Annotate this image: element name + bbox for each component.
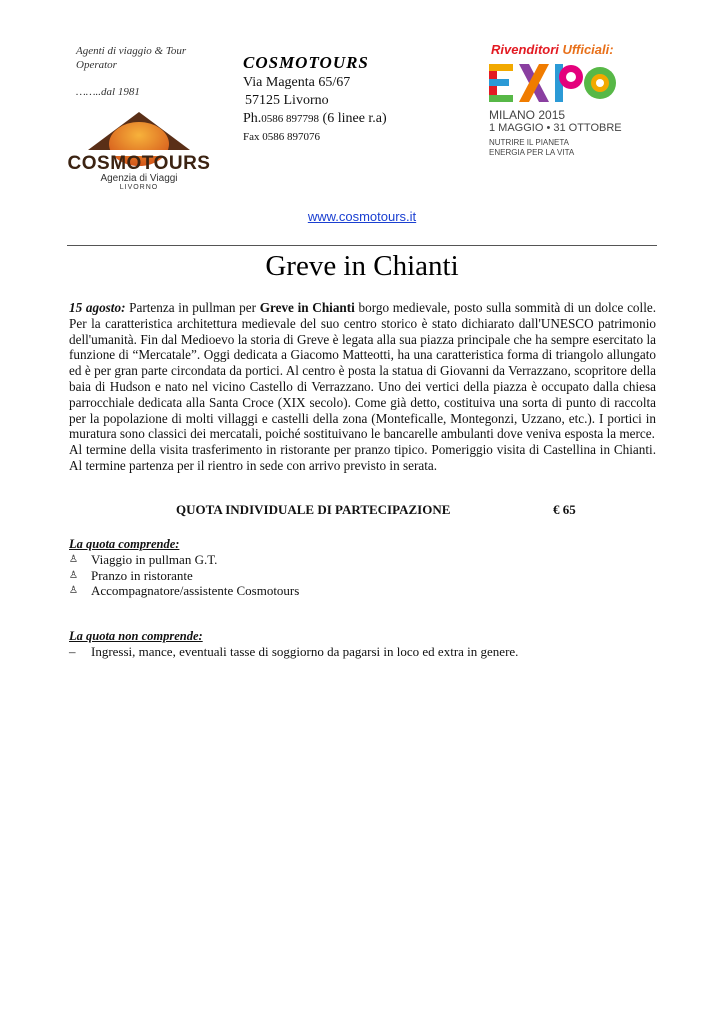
phone-line bbox=[243, 110, 387, 128]
expo-ribbon-a: Rivenditori bbox=[491, 42, 559, 57]
list-item: – Ingressi, mance, eventuali tasse di soggiorno da pagarsi in loco ed extra in genere. bbox=[69, 644, 519, 659]
address-street: Via Magenta 65/67 bbox=[243, 75, 351, 90]
list-item: ♙ Accompagnatore/assistente Cosmotours bbox=[69, 583, 300, 598]
itinerary-paragraph-1 bbox=[69, 300, 656, 442]
pawn-bullet-icon: ♙ bbox=[69, 554, 78, 565]
excludes-section bbox=[69, 629, 649, 660]
destination-name: Greve in Chianti bbox=[259, 300, 355, 315]
quota-label: QUOTA INDIVIDUALE DI PARTECIPAZIONE bbox=[176, 502, 451, 517]
header-divider bbox=[67, 245, 657, 246]
phone-suffix: (6 linee r.a) bbox=[319, 111, 387, 126]
expo-slogan-1: NUTRIRE IL PIANETA bbox=[489, 138, 570, 147]
itinerary-paragraph-2: Al termine della visita trasferimento in ristorante per pranzo tipico. Pomeriggio visita di Castellina in Chianti. Al termine partenza per il rientro in sede con arrivo previsto in serata. bbox=[69, 442, 656, 473]
itinerary-description: borgo medievale, posto sulla sommità di un dolce colle. Per la caratteristica architettura medievale del suo centro storico è stato dichiarato dall'UNESCO patrimonio dell'umanità. Fin dal Medioevo la storia di Greve è legata alla sua piazza principale che ha sempre esercitato la funzione di “Mercatale”. Oggi dedicata a Giacomo Matteotti, ha una caratteristica forma di triangolo allungato ed è per gran parte circondata da portici. Al centro è posta la statua di Giovanni da Verrazzano, scopritore della baia di Hudson e nato nel vicino Castello di Verrazzano. Uno dei vertici della piazza è occupato dalla chiesa parrocchiale dedicata alla Santa Croce (XIX secolo). Come già detto, costituiva una sorta di punto di raccolta per la popolazione di molti villaggi e castelli della zona (Monteficalle, Montegonzi, Uzzano, etc.). I portici in muratura sono classici dei mercatali, poiché sostituivano le bancarelle ambulanti dove veniva esposta la merce. bbox=[69, 300, 657, 442]
excludes-heading: La quota non comprende: bbox=[69, 629, 203, 643]
logo-city: LIVORNO bbox=[119, 184, 159, 191]
logo-subtitle: Agenzia di Viaggi bbox=[100, 173, 178, 184]
pawn-bullet-icon: ♙ bbox=[69, 585, 78, 596]
itinerary-date: 15 agosto: bbox=[69, 300, 126, 315]
expo-logo-icon bbox=[487, 62, 617, 104]
list-item: ♙ Viaggio in pullman G.T. bbox=[69, 552, 218, 567]
dash-bullet-icon: – bbox=[69, 644, 76, 659]
itinerary-text bbox=[69, 300, 656, 474]
itinerary-intro: Partenza in pullman per bbox=[125, 300, 260, 315]
list-item: ♙ Pranzo in ristorante bbox=[69, 567, 193, 583]
agency-tagline: Agenti di viaggio & Tour Operator bbox=[76, 45, 187, 71]
includes-list bbox=[69, 552, 649, 599]
expo-slogan-2: ENERGIA PER LA VITA bbox=[489, 148, 575, 157]
founded-since: ……..dal 1981 bbox=[76, 86, 140, 98]
address-city: 57125 Livorno bbox=[245, 93, 329, 108]
address-block bbox=[243, 74, 387, 146]
page-title: Greve in Chianti bbox=[265, 250, 459, 282]
expo-city-year: MILANO 2015 bbox=[489, 108, 566, 122]
logo-wordmark: COSMOTOURS bbox=[67, 153, 211, 174]
phone-number: 0586 897798 bbox=[261, 113, 320, 125]
website-link[interactable]: www.cosmotours.it bbox=[307, 209, 417, 224]
excludes-list bbox=[69, 644, 649, 660]
pawn-bullet-icon: ♙ bbox=[69, 569, 78, 581]
includes-section bbox=[69, 537, 649, 599]
expo-ribbon-b: Ufficiali: bbox=[562, 42, 614, 57]
includes-heading: La quota comprende: bbox=[69, 537, 180, 551]
brand-name: COSMOTOURS bbox=[243, 53, 369, 72]
phone-prefix: Ph. bbox=[243, 111, 262, 126]
fax-line: Fax 0586 897076 bbox=[243, 131, 320, 143]
quota-price: € 65 bbox=[553, 502, 576, 517]
expo-dates: 1 MAGGIO • 31 OTTOBRE bbox=[489, 122, 622, 134]
expo-badge bbox=[487, 42, 627, 177]
